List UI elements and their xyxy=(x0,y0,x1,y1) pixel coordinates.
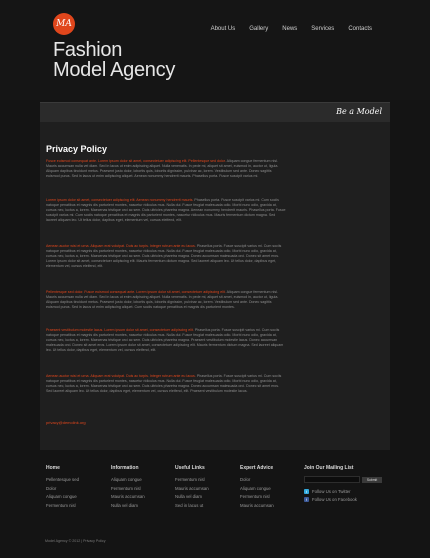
footer-column-home xyxy=(46,465,79,510)
banner-slogan: Be a Model xyxy=(336,107,382,116)
facebook-label: Follow Us on Facebook xyxy=(312,497,357,502)
footer-column-title[interactable]: Expert Advice xyxy=(240,465,274,471)
policy-paragraph xyxy=(46,198,286,223)
nav-news[interactable]: News xyxy=(282,26,298,32)
copyright: Model Agency © 2012 | Privacy Policy xyxy=(45,539,106,543)
paragraph-body: Phasellus porta. Fusce suscipit varius mi. Cum sociis natoque penatibus et magnis dis parturient montes, nascetur ridiculus mus. Nulla dui. Fusce feugiat malesuada odio. Morbi nunc odio, gravida at, cursus nec, luctus a, lorem. Maecenas tristique orci ac sem. Duis ultricies pharetra magna. Aenean nonummy hendrerit mauris. Phasellus porta. Fusce suscipit varius mi. Cum sociis natoque penatibus et magnis dis parturient montes, nascetur ridiculus mus. Mauris fermentum dictum magna. Sed laoreet aliquam leo. Ut tellus dolor, dapibus eget, elementum vel, cursus eleifend, elit. xyxy=(46,198,286,223)
policy-paragraph xyxy=(46,244,286,269)
policy-paragraph xyxy=(46,374,286,394)
logo-line1: Fashion xyxy=(53,39,123,61)
main-nav xyxy=(211,26,372,32)
main-content xyxy=(40,122,390,450)
footer-link[interactable]: Nulla vel diam xyxy=(111,502,138,508)
mailing-list-title: Join Our Mailing List xyxy=(304,465,354,471)
footer-column-information xyxy=(111,465,145,510)
footer-link[interactable]: Nulla vel diam xyxy=(175,494,202,499)
twitter-label: Follow Us on Twitter xyxy=(312,489,351,494)
nav-gallery[interactable]: Gallery xyxy=(249,26,269,32)
nav-contacts[interactable]: Contacts xyxy=(348,26,372,32)
footer-link[interactable]: Fermentum nisl xyxy=(175,477,205,482)
footer-link[interactable]: Dolor xyxy=(46,485,57,491)
paragraph-body: Aliquam congue fermentum nisl. Mauris accumsan nulla vel diam. Sed in lacus ut enim adipiscing aliquet. Nulla venenatis. In pede mi, aliquet sit amet, euismod in, auctor ut, ligula. Aliquam dapibus tincidunt metus. Praesent justo dolor, lobortis quis, lobortis dignissim, pulvinar ac, lorem. Vestibulum sed ante. Donec sagittis euismod purus. Sed in lacus ut enim adipiscing aliquet. Cum sociis natoque penatibus et magnis dis parturient montes. xyxy=(46,290,279,310)
mailing-email-input[interactable] xyxy=(304,476,360,483)
footer-link[interactable]: Fermentum nisl xyxy=(240,494,270,499)
footer xyxy=(40,465,400,525)
mailing-submit-button[interactable]: Submit xyxy=(362,477,382,483)
policy-paragraph xyxy=(46,328,286,353)
twitter-icon: t xyxy=(304,489,309,494)
footer-link[interactable]: Aliquam congue xyxy=(111,477,142,482)
footer-column-title[interactable]: Information xyxy=(111,465,139,471)
footer-link[interactable]: Aliquam congue xyxy=(240,485,271,491)
nav-about-us[interactable]: About Us xyxy=(210,26,236,32)
policy-paragraph xyxy=(46,159,286,179)
policy-paragraph xyxy=(46,290,286,310)
footer-column-useful-links xyxy=(175,465,209,510)
twitter-link[interactable] xyxy=(304,489,382,494)
footer-link[interactable]: Mauris accumsan xyxy=(240,502,274,508)
footer-column-title[interactable]: Useful Links xyxy=(175,465,205,471)
paragraph-body: Aliquam congue fermentum nisl. Mauris accumsan nulla vel diam. Sed in lacus ut enim adipiscing aliquet. Nulla venenatis. In pede mi, aliquet sit amet, euismod in, auctor ut, ligula. Aliquam dapibus tincidunt metus. Praesent justo dolor, lobortis quis, lobortis dignissim, pulvinar ac, lorem. Vestibulum sed ante. Donec sagittis euismod purus. Sed in lacus ut enim adipiscing aliquet. Aenean nonummy hendrerit mauris. Phasellus porta. Fusce suscipit varius mi. xyxy=(46,159,279,179)
footer-mailing-list xyxy=(304,465,382,502)
paragraph-lead: Aenean auctor wisi et urna. Aliquam erat volutpat. Duis ac turpis. Integer rutrum ante eu lacus. xyxy=(46,244,197,248)
footer-link[interactable]: Mauris accumsan xyxy=(175,485,209,491)
paragraph-lead: Praesent vestibulum molestie lacus. Lorem ipsum dolor sit amet, consectetuer adipiscing elit. xyxy=(46,328,195,332)
paragraph-lead: Pellentesque sed dolor. Fusce euismod consequat ante. Lorem ipsum dolor sit amet, consectetuer adipiscing elit. xyxy=(46,290,227,294)
facebook-link[interactable] xyxy=(304,497,382,502)
paragraph-lead: Aenean auctor wisi et urna. Aliquam erat volutpat. Duis ac turpis. Integer rutrum ante eu lacus. xyxy=(46,374,197,378)
footer-link[interactable]: Mauris accumsan xyxy=(111,494,145,499)
footer-link[interactable]: Sed in lacus ut xyxy=(175,502,204,508)
privacy-email-link[interactable]: privacy@demolink.org xyxy=(46,420,86,425)
footer-column-expert-advice xyxy=(240,465,274,510)
paragraph-body: Phasellus porta. Fusce suscipit varius mi. Cum sociis natoque penatibus et magnis dis parturient montes, nascetur ridiculus mus. Nulla dui. Fusce feugiat malesuada odio. Morbi nunc odio, gravida at, cursus nec, luctus a, lorem. Maecenas tristique orci ac sem. Duis ultricies pharetra magna. Donec accumsan malesuada orci. Donec sit amet eros. Sed laoreet aliquam leo. Ut tellus dolor, dapibus eget, elementum vel, cursus eleifend, elit. Praesent vestibulum molestie lacus. xyxy=(46,374,282,394)
footer-link[interactable]: Fermentum nisl xyxy=(46,502,76,508)
footer-link[interactable]: Aliquam congue xyxy=(46,494,77,499)
facebook-icon: f xyxy=(304,497,309,502)
page-title: Privacy Policy xyxy=(46,144,108,154)
paragraph-body: Phasellus porta. Fusce suscipit varius mi. Cum sociis natoque penatibus et magnis dis parturient montes, nascetur ridiculus mus. Nulla dui. Fusce feugiat malesuada odio. Morbi nunc odio, gravida at, cursus nec, luctus a, lorem. Maecenas tristique orci ac sem. Duis ultricies pharetra magna. Praesent vestibulum molestie lacus. Donec accumsan malesuada orci. Donec sit amet eros. Lorem ipsum dolor sit amet, consectetuer adipiscing elit. Mauris fermentum dictum magna. Sed laoreet aliquam leo. Ut tellus dolor, dapibus eget, elementum vel, cursus eleifend, elit. xyxy=(46,328,284,353)
nav-services[interactable]: Services xyxy=(311,26,335,32)
paragraph-lead: Lorem ipsum dolor sit amet, consectetuer adipiscing elit. Aenean nonummy hendrerit mauris. xyxy=(46,198,195,202)
footer-link[interactable]: Dolor xyxy=(240,477,251,482)
footer-link[interactable]: Fermentum nisl xyxy=(111,485,141,491)
footer-column-title[interactable]: Home xyxy=(46,465,60,471)
logo-line2: Model Agency xyxy=(53,59,176,81)
mailing-form xyxy=(304,476,382,483)
logo-text[interactable] xyxy=(53,40,175,80)
paragraph-lead: Fusce euismod consequat ante. Lorem ipsum dolor sit amet, consectetuer adipiscing elit. Pellentesque sed dolor. xyxy=(46,159,227,163)
header xyxy=(0,0,430,100)
logo-mark[interactable]: MA xyxy=(53,13,75,35)
banner xyxy=(40,102,390,123)
paragraph-body: Phasellus porta. Fusce suscipit varius mi. Cum sociis natoque penatibus et magnis dis parturient montes, nascetur ridiculus mus. Nulla dui. Fusce feugiat malesuada odio. Morbi nunc odio, gravida at, cursus nec, luctus a, lorem. Maecenas tristique orci ac sem. Duis ultricies pharetra magna. Donec accumsan malesuada orci. Donec sit amet eros. Lorem ipsum dolor sit amet, consectetuer adipiscing elit. Mauris fermentum dictum magna. Sed laoreet aliquam leo. Ut tellus dolor, dapibus eget, elementum vel, cursus eleifend, elit. xyxy=(46,244,282,269)
footer-link[interactable]: Pellentesque sed xyxy=(46,477,79,482)
